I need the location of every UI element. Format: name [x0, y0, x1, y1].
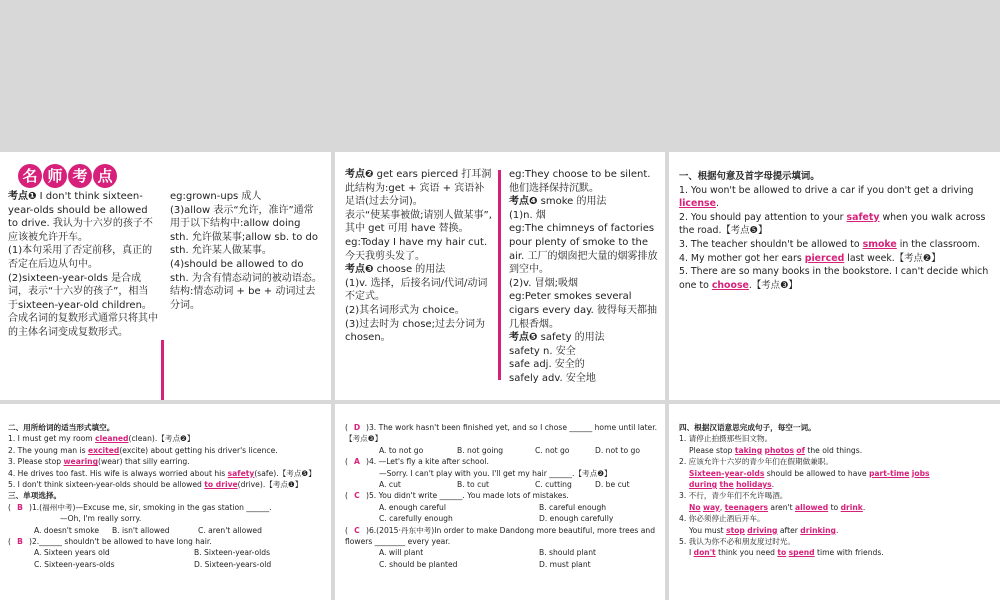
note-text: I don't think sixteen-year-olds should be allowed to drive. 我认为十六岁的孩子不应该被允许开车。 — [8, 191, 153, 243]
sentence-text: time with friends. — [814, 548, 884, 558]
answer-text: of — [796, 445, 805, 455]
note-point-5 — [509, 331, 659, 345]
question-text: 4. My mother got her ears — [679, 252, 805, 264]
english-answer-line — [679, 525, 995, 536]
option: D. not to go — [595, 445, 641, 455]
answer-choice: A — [354, 457, 360, 467]
answer-text: pierced — [804, 252, 845, 264]
note-text: get ears pierced 打耳洞 — [376, 169, 492, 180]
section-heading: 三、单项选择。 — [8, 491, 62, 501]
mc-options — [345, 445, 659, 456]
answer-text: teenagers — [724, 502, 768, 512]
answer-text: way — [703, 502, 720, 512]
divider-bar — [161, 340, 164, 400]
note-text: (2)v. 冒烟;吸烟 — [509, 277, 579, 289]
answer-text: Sixteen-year-olds — [689, 468, 765, 478]
answer-text: spend — [788, 548, 815, 558]
note-point-4 — [509, 195, 659, 209]
question-text: 5. You didn't write ______. You made lots of mistakes. — [368, 491, 569, 501]
option: A. Sixteen years old — [34, 548, 110, 558]
exercise-item — [8, 433, 326, 444]
sentence-text: should be allowed to have — [764, 468, 869, 478]
question-text: 1. I must get my room — [8, 434, 96, 444]
badge-char: 师 — [43, 164, 67, 188]
answer-text: drinking — [800, 525, 836, 535]
mc-question: ( A )4. —Let's fly a kite after school. — [345, 457, 489, 467]
notes-column-left — [345, 168, 493, 345]
answer-text: excited — [87, 445, 120, 455]
note-text: eg:grown-ups 成人 — [170, 191, 262, 202]
answer-text: allowed — [795, 502, 829, 512]
note-text: (2)其名词形式为 choice。 — [345, 304, 465, 316]
exercise-item — [679, 211, 995, 238]
option: C. not go — [535, 445, 570, 455]
option: C. cutting — [535, 480, 572, 490]
sentence-text: . — [771, 480, 775, 490]
exercise-block — [679, 170, 995, 292]
slide-key-points-1 — [0, 152, 331, 400]
key-points-badge — [18, 164, 117, 188]
mc-question: ( B )2.______ shouldn't be allowed to have long hair. — [8, 537, 212, 547]
question-text: 5. There are so many books in the bookstore. I can't decide which one to — [679, 266, 989, 291]
note-text: (4)should be allowed to do sth. 为含有情态动词的被动语态。结构:情态动词 + be + 动词过去分词。 — [170, 258, 322, 311]
option: D. enough carefully — [539, 514, 614, 524]
note-text: 表示“使某事被做;请别人做某事”,其中 get 可用 have 替换。 — [345, 209, 492, 235]
note-text: eg:Peter smokes several cigars every day. 彼得每天都抽几根香烟。 — [509, 291, 658, 330]
answer-text: taking — [734, 445, 763, 455]
answer-text: No — [689, 502, 701, 512]
answer-choice: B — [17, 502, 23, 512]
mc-question: ( C )6.(2015·丹东中考)In order to make Dandong more beautiful, more trees and flowers ________ every year. — [345, 525, 656, 547]
badge-char: 名 — [18, 164, 42, 188]
notes-column-left — [8, 190, 158, 340]
sentence-text: aren't — [768, 502, 795, 512]
slide-exercise-translate — [669, 404, 1000, 600]
section-heading: 一、根据句意及首字母提示填词。 — [679, 171, 820, 182]
question-text: —Oh, I'm really sorry. — [60, 514, 142, 524]
question-text: 2. The young man is — [8, 445, 88, 455]
mc-options — [8, 525, 326, 536]
note-text: 此结构为:get + 宾语 + 宾语补足语(过去分词)。 — [345, 182, 485, 208]
key-point-label: 考点❶ — [8, 191, 37, 202]
exercise-item — [679, 238, 995, 252]
sentence-text: Please stop — [689, 445, 735, 455]
option: B. to cut — [457, 480, 490, 490]
note-text: (1)n. 烟 — [509, 209, 546, 221]
question-text: (excite) about getting his driver's licence. — [119, 445, 278, 455]
note-text: eg:The chimneys of factories pour plenty of smoke to the air. 工厂的烟囱把大量的烟雾排放到空中。 — [509, 223, 658, 276]
exercise-item — [8, 479, 326, 490]
note-text: safety 的用法 — [540, 332, 605, 344]
mc-options — [345, 513, 659, 524]
answer-text: driving — [747, 525, 778, 535]
answer-text: don't — [693, 548, 716, 558]
note-text: (2)sixteen-year-olds 是合成词，表示“十六岁的孩子”，相当于sixteen-year-old children。 — [8, 272, 152, 311]
mc-question: ( D )3. The work hasn't been finished yet, and so I chose ______ home until later.【考点❸】 — [345, 423, 658, 444]
question-text: when you walk across the road.【考点❺】 — [679, 211, 986, 237]
option: D. be cut — [595, 480, 630, 490]
option: C. carefully enough — [379, 514, 453, 524]
option: C. aren't allowed — [198, 525, 262, 535]
question-text: . — [715, 198, 719, 210]
exercise-item — [679, 265, 995, 292]
question-text: in the classroom. — [896, 238, 981, 250]
exercise-block — [8, 422, 326, 570]
question-text: .【考点❸】 — [748, 279, 798, 291]
option: B. Sixteen-year-olds — [194, 548, 271, 558]
answer-choice: C — [354, 525, 360, 535]
option: C. Sixteen-years-olds — [34, 559, 115, 569]
mc-options — [345, 559, 659, 570]
key-point-label: 考点❷ — [345, 169, 374, 180]
answer-text: to — [777, 548, 787, 558]
option: B. isn't allowed — [112, 525, 170, 535]
exercise-item — [8, 456, 326, 467]
question-text: 4. —Let's fly a kite after school. — [368, 457, 489, 467]
note-text: (3)allow 表示“允许，准许”通常用于以下结构中:allow doing sth. 允许做某事;allow sb. to do sth. 允许某人做某事。 — [170, 204, 318, 257]
note-text: (3)过去时为 chose;过去分词为 chosen。 — [345, 318, 486, 344]
answer-text: the — [719, 480, 734, 490]
key-point-label: 考点❸ — [345, 264, 374, 276]
answer-text: stop — [726, 525, 745, 535]
option: B. should plant — [539, 548, 596, 558]
slide-exercise-word-forms — [0, 404, 331, 600]
question-text: 3. The teacher shouldn't be allowed to — [679, 238, 863, 250]
note-text: smoke 的用法 — [540, 196, 607, 208]
answer-text: choose — [711, 279, 749, 291]
answer-text: wearing — [63, 457, 99, 467]
sentence-text: You must — [689, 525, 727, 535]
answer-choice: B — [17, 537, 23, 547]
option: C. should be planted — [379, 559, 458, 569]
exercise-item — [8, 468, 326, 479]
sentence-text: after — [777, 525, 801, 535]
sentence-text: I — [689, 548, 694, 558]
answer-text: cleaned — [95, 434, 129, 444]
question-text: 3. The work hasn't been finished yet, and so I chose ______ home until later.【考点❸】 — [345, 423, 658, 444]
badge-char: 点 — [93, 164, 117, 188]
note-text: eg:They choose to be silent. 他们选择保持沉默。 — [509, 169, 651, 194]
mc-options — [8, 547, 326, 558]
option: A. doesn't smoke — [34, 525, 100, 535]
mc-question: ( B )1.(福州中考)—Excuse me, sir, smoking in the gas station ______. — [8, 502, 272, 512]
section-heading: 二、用所给词的适当形式填空。 — [8, 423, 115, 432]
question-text: 2. You should pay attention to your — [679, 211, 847, 223]
sentence-text: to — [828, 502, 841, 512]
english-answer-line — [679, 547, 995, 558]
sentence-text: the old things. — [804, 445, 863, 455]
question-text: 1.(福州中考)—Excuse me, sir, smoking in the gas station ______. — [31, 502, 272, 512]
question-text: 2.______ shouldn't be allowed to have long hair. — [31, 537, 212, 547]
question-text: 5. I don't think sixteen-year-olds should be allowed — [8, 480, 205, 490]
english-answer-line — [679, 468, 995, 479]
answer-text: during — [689, 480, 718, 490]
key-point-label: 考点❺ — [509, 332, 538, 344]
question-text: 1. You won't be allowed to drive a car if you don't get a driving — [679, 184, 974, 196]
option: D. must plant — [539, 559, 591, 569]
option: A. will plant — [379, 548, 424, 558]
english-answer-line — [679, 445, 995, 456]
note-text: safe adj. 安全的 — [509, 359, 585, 371]
question-text: last week.【考点❷】 — [844, 252, 941, 264]
chinese-prompt: 5. 我认为你不必和朋友度过时光。 — [679, 537, 795, 547]
english-answer-line — [679, 502, 995, 513]
answer-text: holidays — [736, 480, 772, 490]
divider-bar — [498, 170, 501, 380]
option: D. Sixteen-years-old — [194, 559, 272, 569]
answer-text: part-time — [868, 468, 910, 478]
mc-options — [345, 502, 659, 513]
mc-options — [345, 479, 659, 490]
answer-text: license — [679, 198, 716, 210]
chinese-prompt: 2. 应该允许十六岁的青少年们在假期做兼职。 — [679, 457, 833, 467]
exercise-item — [679, 184, 995, 211]
note-text: choose 的用法 — [376, 264, 446, 276]
question-text: (safe).【考点❺】 — [254, 468, 316, 478]
question-text: —Sorry. I can't play with you. I'll get my hair ______.【考点❷】 — [379, 468, 612, 478]
note-point-2 — [345, 168, 493, 182]
slide-key-points-2 — [335, 152, 665, 400]
question-text: 3. Please stop — [8, 457, 64, 467]
answer-text: drink — [840, 502, 863, 512]
exercise-block — [679, 422, 995, 559]
option: B. careful enough — [539, 502, 607, 512]
note-text: eg:Today I have my hair cut. 今天我剪头发了。 — [345, 236, 488, 262]
sentence-text: . — [835, 525, 839, 535]
mc-options — [345, 547, 659, 558]
note-text: (1)本句采用了否定前移，真正的否定在后边从句中。 — [8, 245, 153, 270]
note-text: (1)v. 选择，后接名词/代词/动词不定式。 — [345, 277, 488, 303]
chinese-prompt: 4. 你必须停止酒后开车。 — [679, 514, 765, 524]
note-point-1 — [8, 190, 158, 244]
answer-text: to drive — [204, 480, 238, 490]
option: B. not going — [457, 445, 504, 455]
question-text: (clean).【考点❷】 — [128, 434, 195, 444]
note-text: 合成名词的复数形式通常只将其中的主体名词变成复数形式。 — [8, 313, 158, 338]
chinese-prompt: 1. 请停止拍摄那些旧文物。 — [679, 434, 773, 444]
section-heading: 四、根据汉语意思完成句子，每空一词。 — [679, 423, 816, 432]
key-point-label: 考点❹ — [509, 196, 538, 208]
question-text: 6.(2015·丹东中考)In order to make Dandong more beautiful, more trees and flowers ________ every year. — [345, 525, 656, 547]
answer-text: photos — [764, 445, 794, 455]
question-text: (drive).【考点❶】 — [237, 480, 303, 490]
chinese-prompt: 3. 不行，青少年们不允许喝酒。 — [679, 491, 788, 501]
exercise-item — [8, 445, 326, 456]
sentence-text: , — [719, 502, 725, 512]
exercise-block — [345, 422, 659, 570]
slide-exercise-mc — [335, 404, 665, 600]
sentence-text: think you need — [715, 548, 778, 558]
answer-text: safety — [846, 211, 880, 223]
badge-char: 考 — [68, 164, 92, 188]
option: A. enough careful — [379, 502, 446, 512]
exercise-item — [679, 252, 995, 266]
sentence-text: . — [862, 502, 866, 512]
option: A. cut — [379, 480, 401, 490]
question-text: 4. He drives too fast. His wife is always worried about his — [8, 468, 228, 478]
answer-text: safety — [227, 468, 255, 478]
answer-choice: D — [353, 423, 361, 432]
notes-column-right — [509, 168, 659, 386]
question-text: (wear) that silly earring. — [98, 457, 190, 467]
answer-text: smoke — [862, 238, 897, 250]
note-point-3 — [345, 263, 493, 277]
slide-exercise-fill-initial — [669, 152, 1000, 400]
answer-choice: C — [354, 491, 360, 501]
mc-options — [8, 559, 326, 570]
answer-text: jobs — [911, 468, 930, 478]
english-answer-line — [679, 479, 995, 490]
notes-column-right — [170, 190, 322, 312]
mc-question: ( C )5. You didn't write ______. You made lots of mistakes. — [345, 491, 569, 501]
note-text: safely adv. 安全地 — [509, 372, 596, 384]
option: A. to not go — [379, 445, 424, 455]
note-text: safety n. 安全 — [509, 345, 576, 357]
